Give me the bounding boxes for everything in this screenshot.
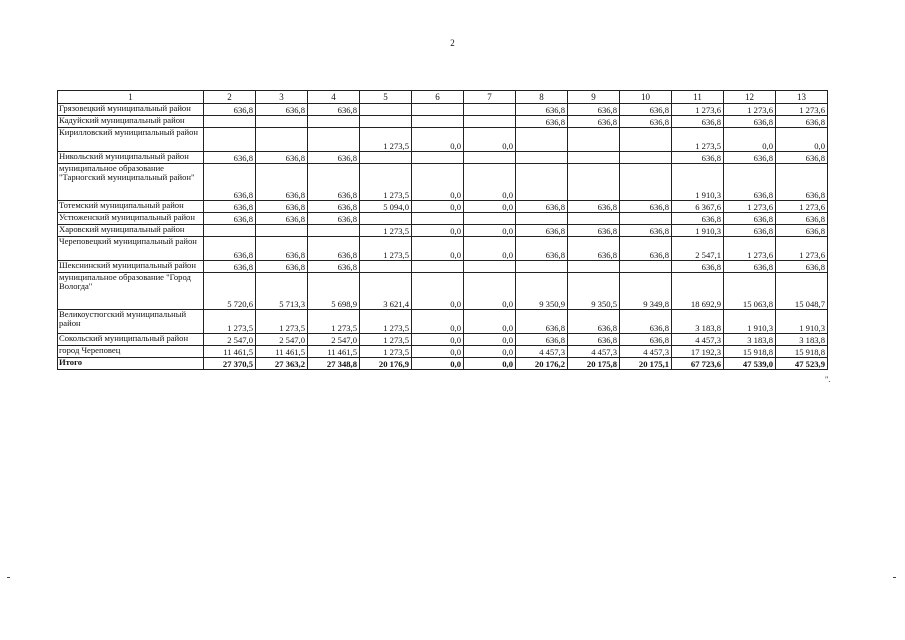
table-cell: 636,8 bbox=[724, 152, 776, 164]
table-cell bbox=[568, 164, 620, 201]
row-label: Шекснинский муниципальный район bbox=[58, 261, 204, 273]
table-cell: 3 183,8 bbox=[776, 334, 828, 346]
scan-mark-left bbox=[7, 577, 10, 578]
table-cell: 636,8 bbox=[776, 152, 828, 164]
column-header: 2 bbox=[204, 91, 256, 104]
table-cell: 636,8 bbox=[516, 116, 568, 128]
table-cell bbox=[360, 116, 412, 128]
table-cell: 636,8 bbox=[568, 310, 620, 334]
table-cell bbox=[308, 225, 360, 237]
row-label: Харовский муниципальный район bbox=[58, 225, 204, 237]
table-cell bbox=[620, 261, 672, 273]
table-cell: 1 273,5 bbox=[360, 334, 412, 346]
table-cell: 636,8 bbox=[672, 261, 724, 273]
table-cell: 636,8 bbox=[724, 164, 776, 201]
table-cell: 27 370,5 bbox=[204, 358, 256, 370]
table-cell: 6 367,6 bbox=[672, 201, 724, 213]
table-cell: 9 350,5 bbox=[568, 273, 620, 310]
table-cell: 15 918,8 bbox=[776, 346, 828, 358]
table-cell: 636,8 bbox=[256, 164, 308, 201]
row-label: Сокольский муниципальный район bbox=[58, 334, 204, 346]
table-cell: 0,0 bbox=[464, 273, 516, 310]
table-cell: 11 461,5 bbox=[204, 346, 256, 358]
table-cell: 15 918,8 bbox=[724, 346, 776, 358]
table-cell: 636,8 bbox=[204, 164, 256, 201]
table-cell: 1 273,5 bbox=[360, 128, 412, 152]
table-cell bbox=[464, 213, 516, 225]
table-cell: 1 273,6 bbox=[724, 201, 776, 213]
table-cell: 636,8 bbox=[204, 104, 256, 116]
table-cell: 11 461,5 bbox=[256, 346, 308, 358]
table-row bbox=[58, 334, 828, 346]
table-cell: 636,8 bbox=[776, 261, 828, 273]
table-cell bbox=[464, 152, 516, 164]
table-cell: 636,8 bbox=[776, 116, 828, 128]
table-row bbox=[58, 237, 828, 261]
row-label: Кадуйский муниципальный район bbox=[58, 116, 204, 128]
table-row bbox=[58, 164, 828, 201]
table-body bbox=[58, 104, 828, 370]
row-label: Тотемский муниципальный район bbox=[58, 201, 204, 213]
table-row bbox=[58, 152, 828, 164]
table-cell: 47 523,9 bbox=[776, 358, 828, 370]
table-cell bbox=[620, 128, 672, 152]
table-cell: 636,8 bbox=[308, 213, 360, 225]
row-label: Череповецкий муниципальный район bbox=[58, 237, 204, 261]
table-cell: 0,0 bbox=[412, 273, 464, 310]
table-row bbox=[58, 225, 828, 237]
table-cell bbox=[360, 104, 412, 116]
table-cell: 4 457,3 bbox=[516, 346, 568, 358]
column-header: 11 bbox=[672, 91, 724, 104]
table-cell: 1 273,5 bbox=[256, 310, 308, 334]
row-label: Великоустюгский муниципальный район bbox=[58, 310, 204, 334]
table-cell: 636,8 bbox=[516, 225, 568, 237]
table-cell: 1 910,3 bbox=[672, 164, 724, 201]
table-cell: 636,8 bbox=[620, 310, 672, 334]
table-cell: 0,0 bbox=[412, 358, 464, 370]
row-label: Устюженский муниципальный район bbox=[58, 213, 204, 225]
table-cell: 636,8 bbox=[672, 116, 724, 128]
table-cell: 9 349,8 bbox=[620, 273, 672, 310]
row-label: Кирилловский муниципальный район bbox=[58, 128, 204, 152]
table-cell bbox=[620, 213, 672, 225]
table-cell bbox=[516, 213, 568, 225]
column-header: 12 bbox=[724, 91, 776, 104]
column-header: 10 bbox=[620, 91, 672, 104]
table-cell: 47 539,0 bbox=[724, 358, 776, 370]
table-cell: 2 547,0 bbox=[204, 334, 256, 346]
table-cell: 636,8 bbox=[516, 201, 568, 213]
table-cell: 636,8 bbox=[620, 225, 672, 237]
table-cell: 636,8 bbox=[620, 334, 672, 346]
table-cell: 1 273,6 bbox=[776, 104, 828, 116]
table-cell: 20 175,1 bbox=[620, 358, 672, 370]
table-cell: 636,8 bbox=[256, 104, 308, 116]
closing-quote-mark: ". bbox=[825, 375, 831, 384]
table-cell: 1 273,5 bbox=[360, 237, 412, 261]
table-cell: 3 183,8 bbox=[724, 334, 776, 346]
table-cell: 0,0 bbox=[412, 128, 464, 152]
table-cell: 636,8 bbox=[620, 201, 672, 213]
table-cell bbox=[568, 261, 620, 273]
column-header: 7 bbox=[464, 91, 516, 104]
table-cell: 636,8 bbox=[776, 213, 828, 225]
table-cell bbox=[412, 213, 464, 225]
table-cell: 0,0 bbox=[464, 346, 516, 358]
row-label: муниципальное образование "Город Вологда" bbox=[58, 273, 204, 310]
table-cell bbox=[360, 152, 412, 164]
row-label: муниципальное образование "Тарногский муниципальный район" bbox=[58, 164, 204, 201]
table-cell: 5 698,9 bbox=[308, 273, 360, 310]
table-cell bbox=[360, 261, 412, 273]
table-cell: 0,0 bbox=[464, 237, 516, 261]
table-cell: 1 273,5 bbox=[672, 128, 724, 152]
table-cell bbox=[204, 128, 256, 152]
column-header: 13 bbox=[776, 91, 828, 104]
table-cell: 636,8 bbox=[256, 261, 308, 273]
table-cell: 15 063,8 bbox=[724, 273, 776, 310]
table-cell: 5 713,3 bbox=[256, 273, 308, 310]
table-row bbox=[58, 213, 828, 225]
table-cell: 636,8 bbox=[256, 213, 308, 225]
table-cell bbox=[464, 261, 516, 273]
table-cell bbox=[412, 152, 464, 164]
table-cell: 636,8 bbox=[724, 213, 776, 225]
data-table bbox=[57, 90, 828, 370]
table-cell: 1 273,5 bbox=[360, 310, 412, 334]
table-cell: 636,8 bbox=[568, 334, 620, 346]
table-row bbox=[58, 261, 828, 273]
table-cell: 636,8 bbox=[308, 261, 360, 273]
table-cell bbox=[308, 128, 360, 152]
table-cell: 1 273,5 bbox=[360, 346, 412, 358]
table-cell bbox=[360, 213, 412, 225]
table-cell: 5 720,6 bbox=[204, 273, 256, 310]
table-cell: 0,0 bbox=[464, 201, 516, 213]
table-cell: 636,8 bbox=[204, 201, 256, 213]
table-cell bbox=[620, 164, 672, 201]
table-cell bbox=[568, 152, 620, 164]
table-cell: 0,0 bbox=[464, 310, 516, 334]
table-cell: 18 692,9 bbox=[672, 273, 724, 310]
table-cell: 636,8 bbox=[204, 152, 256, 164]
table-cell: 0,0 bbox=[412, 201, 464, 213]
table-cell: 636,8 bbox=[204, 213, 256, 225]
table-row bbox=[58, 201, 828, 213]
table-cell bbox=[464, 116, 516, 128]
table-cell: 1 273,6 bbox=[724, 237, 776, 261]
table-cell: 636,8 bbox=[204, 261, 256, 273]
table-cell: 2 547,1 bbox=[672, 237, 724, 261]
table-cell bbox=[412, 261, 464, 273]
table-cell: 1 273,5 bbox=[360, 164, 412, 201]
table-cell: 27 363,2 bbox=[256, 358, 308, 370]
table-cell: 636,8 bbox=[308, 104, 360, 116]
table-cell bbox=[620, 152, 672, 164]
table-cell: 636,8 bbox=[672, 213, 724, 225]
table-cell: 0,0 bbox=[464, 358, 516, 370]
table-cell: 15 048,7 bbox=[776, 273, 828, 310]
table-cell: 636,8 bbox=[724, 261, 776, 273]
table-cell: 636,8 bbox=[724, 116, 776, 128]
table-cell bbox=[308, 116, 360, 128]
table-cell: 636,8 bbox=[516, 104, 568, 116]
table-cell: 20 176,2 bbox=[516, 358, 568, 370]
table-cell: 636,8 bbox=[724, 225, 776, 237]
table-row bbox=[58, 116, 828, 128]
row-label: Грязовецкий муниципальный район bbox=[58, 104, 204, 116]
table-row bbox=[58, 128, 828, 152]
table-cell: 636,8 bbox=[308, 152, 360, 164]
table-cell: 0,0 bbox=[412, 310, 464, 334]
table-cell: 0,0 bbox=[412, 237, 464, 261]
table-cell: 2 547,0 bbox=[308, 334, 360, 346]
column-header: 9 bbox=[568, 91, 620, 104]
table-cell: 2 547,0 bbox=[256, 334, 308, 346]
table-cell: 0,0 bbox=[464, 225, 516, 237]
table-row bbox=[58, 104, 828, 116]
table-cell: 0,0 bbox=[464, 164, 516, 201]
table-cell bbox=[568, 213, 620, 225]
column-header: 6 bbox=[412, 91, 464, 104]
table-cell bbox=[204, 225, 256, 237]
table-cell: 4 457,3 bbox=[672, 334, 724, 346]
table-cell bbox=[256, 116, 308, 128]
table-cell: 636,8 bbox=[308, 237, 360, 261]
table-cell: 1 273,6 bbox=[724, 104, 776, 116]
table-cell: 0,0 bbox=[464, 128, 516, 152]
table-cell: 20 176,9 bbox=[360, 358, 412, 370]
table-row bbox=[58, 310, 828, 334]
table-cell: 0,0 bbox=[776, 128, 828, 152]
row-label: Итого bbox=[58, 358, 204, 370]
table-cell: 4 457,3 bbox=[568, 346, 620, 358]
table-cell bbox=[516, 128, 568, 152]
table-cell: 636,8 bbox=[256, 201, 308, 213]
table-cell: 4 457,3 bbox=[620, 346, 672, 358]
page-number: 2 bbox=[450, 38, 455, 48]
table-cell: 636,8 bbox=[256, 152, 308, 164]
column-header: 3 bbox=[256, 91, 308, 104]
table-cell: 636,8 bbox=[516, 310, 568, 334]
scan-mark-right bbox=[893, 577, 896, 578]
table-cell: 0,0 bbox=[464, 334, 516, 346]
table-cell: 636,8 bbox=[568, 201, 620, 213]
table-cell bbox=[204, 116, 256, 128]
table-cell: 1 273,6 bbox=[776, 237, 828, 261]
column-header: 8 bbox=[516, 91, 568, 104]
table-cell: 0,0 bbox=[412, 225, 464, 237]
table-cell: 636,8 bbox=[620, 237, 672, 261]
column-header: 1 bbox=[58, 91, 204, 104]
table-cell: 11 461,5 bbox=[308, 346, 360, 358]
table-cell: 1 910,3 bbox=[672, 225, 724, 237]
table-cell: 0,0 bbox=[412, 346, 464, 358]
table-cell: 636,8 bbox=[672, 152, 724, 164]
table-cell: 636,8 bbox=[308, 201, 360, 213]
table-cell bbox=[568, 128, 620, 152]
table-cell: 1 910,3 bbox=[776, 310, 828, 334]
table-cell: 1 910,3 bbox=[724, 310, 776, 334]
table-row bbox=[58, 273, 828, 310]
table-cell bbox=[516, 164, 568, 201]
table-cell: 20 175,8 bbox=[568, 358, 620, 370]
table-cell: 636,8 bbox=[776, 164, 828, 201]
table-cell: 636,8 bbox=[308, 164, 360, 201]
table-cell: 636,8 bbox=[516, 334, 568, 346]
total-row bbox=[58, 358, 828, 370]
table-cell: 1 273,6 bbox=[776, 201, 828, 213]
column-header: 4 bbox=[308, 91, 360, 104]
table-cell: 636,8 bbox=[568, 225, 620, 237]
table-cell: 1 273,6 bbox=[672, 104, 724, 116]
table-cell: 3 621,4 bbox=[360, 273, 412, 310]
header-row bbox=[58, 91, 828, 104]
table-cell: 636,8 bbox=[568, 116, 620, 128]
row-label: город Череповец bbox=[58, 346, 204, 358]
table-cell: 636,8 bbox=[204, 237, 256, 261]
table-cell: 3 183,8 bbox=[672, 310, 724, 334]
table-cell: 0,0 bbox=[412, 164, 464, 201]
table-cell: 27 348,8 bbox=[308, 358, 360, 370]
table-cell: 636,8 bbox=[620, 116, 672, 128]
table-cell: 9 350,9 bbox=[516, 273, 568, 310]
table-cell: 636,8 bbox=[568, 237, 620, 261]
table-cell bbox=[412, 104, 464, 116]
table-cell: 67 723,6 bbox=[672, 358, 724, 370]
table-cell bbox=[464, 104, 516, 116]
table-cell bbox=[516, 152, 568, 164]
table-cell bbox=[256, 128, 308, 152]
table-cell: 636,8 bbox=[776, 225, 828, 237]
table-cell bbox=[256, 225, 308, 237]
table-cell: 636,8 bbox=[620, 104, 672, 116]
table-cell: 1 273,5 bbox=[308, 310, 360, 334]
table-cell bbox=[412, 116, 464, 128]
row-label: Никольский муниципальный район bbox=[58, 152, 204, 164]
table-cell: 5 094,0 bbox=[360, 201, 412, 213]
table-cell: 17 192,3 bbox=[672, 346, 724, 358]
table-cell bbox=[516, 261, 568, 273]
table-cell: 636,8 bbox=[568, 104, 620, 116]
table-cell: 1 273,5 bbox=[360, 225, 412, 237]
table-cell: 636,8 bbox=[516, 237, 568, 261]
table-cell: 1 273,5 bbox=[204, 310, 256, 334]
column-header: 5 bbox=[360, 91, 412, 104]
table-cell: 0,0 bbox=[724, 128, 776, 152]
table-row bbox=[58, 346, 828, 358]
table-cell: 636,8 bbox=[256, 237, 308, 261]
table-cell: 0,0 bbox=[412, 334, 464, 346]
